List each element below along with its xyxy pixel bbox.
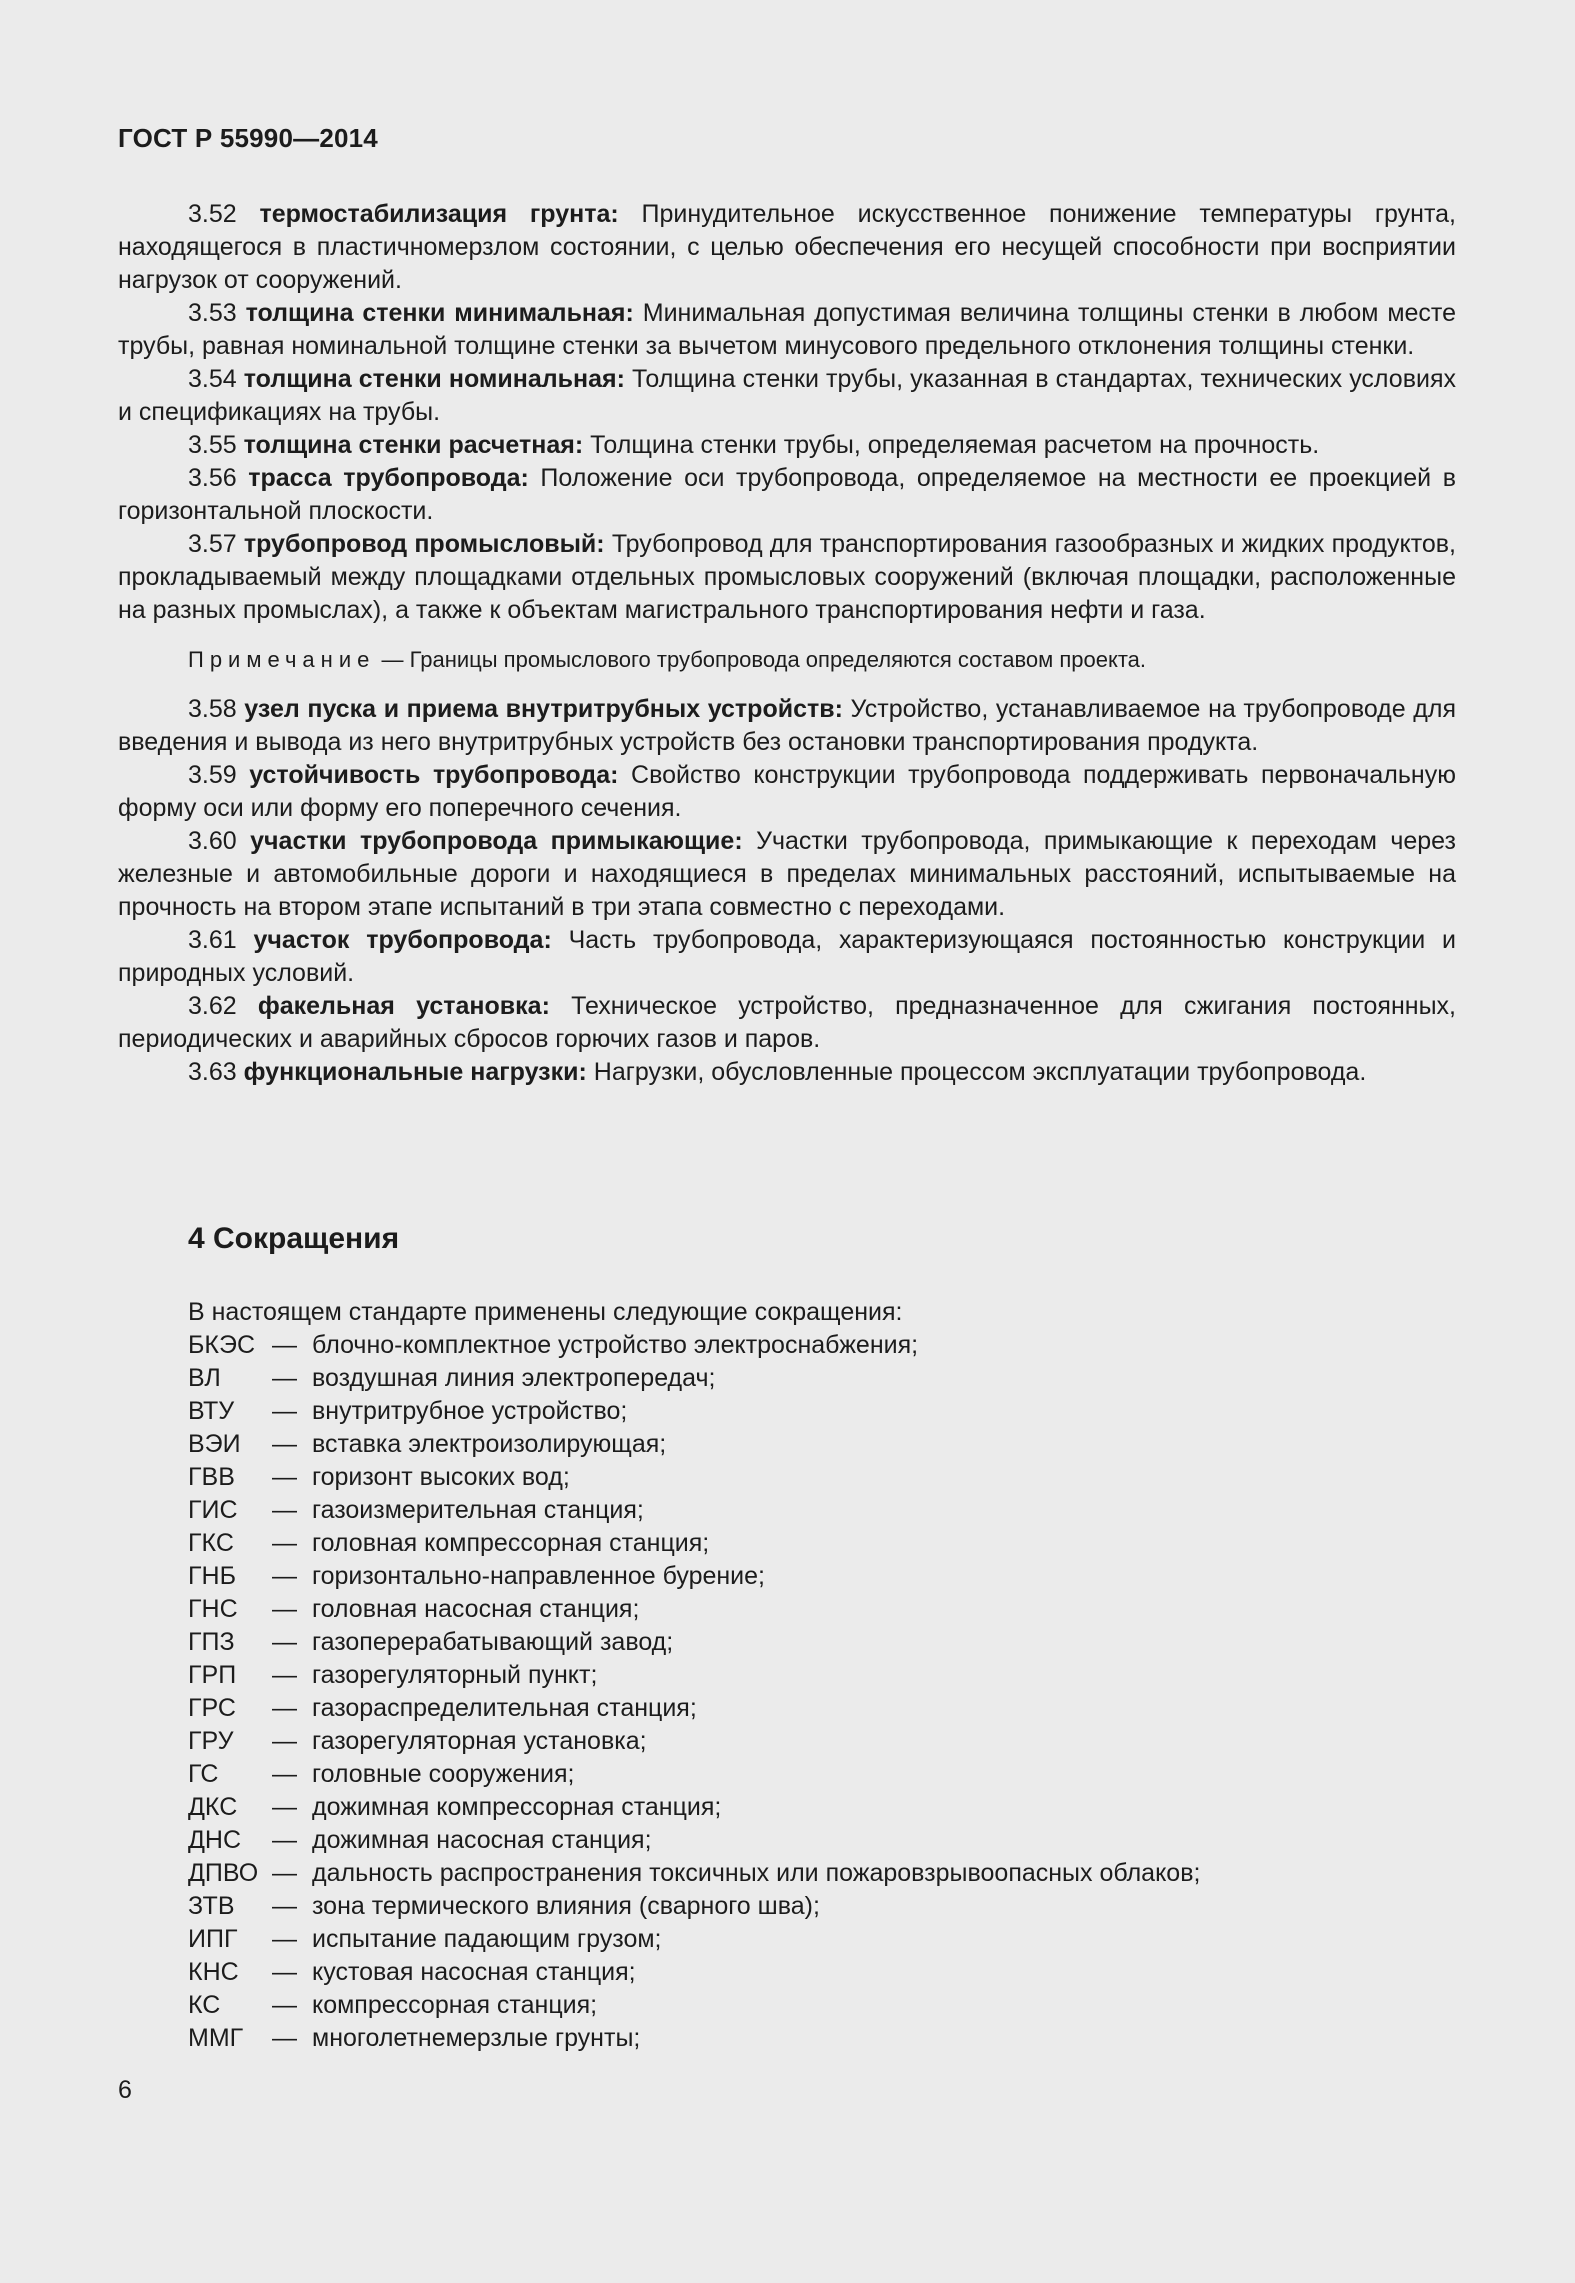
abbreviation-row	[188, 1989, 1200, 2022]
abbreviation-row	[188, 1329, 1200, 1362]
term-number: 3.55	[188, 431, 237, 459]
abbreviation-code: ВТУ	[188, 1397, 235, 1425]
term-number: 3.61	[188, 926, 237, 954]
note-label: Примечание	[188, 647, 376, 672]
term-entry	[118, 1056, 1456, 1089]
abbreviation-dash: —	[272, 1826, 297, 1854]
abbreviation-code: ГС	[188, 1760, 219, 1788]
abbreviation-row	[188, 1692, 1200, 1725]
abbreviation-row	[188, 1593, 1200, 1626]
term-entry	[118, 462, 1456, 528]
abbreviation-row	[188, 2022, 1200, 2055]
abbreviation-dash: —	[272, 1496, 297, 1524]
abbreviation-meaning: головная насосная станция;	[312, 1595, 640, 1623]
abbreviation-meaning: головная компрессорная станция;	[312, 1529, 710, 1557]
abbreviation-dash: —	[272, 1958, 297, 1986]
term-definition: Трубопровод для транспортирования газообразных и жидких продуктов, прокладываемый между площадками отдельных промысловых сооружений (включая площадки, расположенные на разных промыслах), а также к объектам магистрального транспортирования нефти и газа.	[118, 530, 1456, 624]
term-name: факельная установка:	[257, 992, 550, 1020]
term-entry	[118, 363, 1456, 429]
term-entry	[118, 198, 1456, 297]
abbreviation-code: ГРУ	[188, 1727, 234, 1755]
abbreviation-code: ГВВ	[188, 1463, 235, 1491]
abbreviation-dash: —	[272, 1727, 297, 1755]
abbreviation-dash: —	[272, 1331, 297, 1359]
abbreviation-row	[188, 1791, 1200, 1824]
abbreviation-row	[188, 1956, 1200, 1989]
abbreviation-code: ГРП	[188, 1661, 237, 1689]
abbreviation-meaning: горизонтально-направленное бурение;	[312, 1562, 765, 1590]
term-name: толщина стенки минимальная:	[245, 299, 634, 327]
abbreviation-code: ИПГ	[188, 1925, 238, 1953]
abbreviation-dash: —	[272, 2024, 297, 2052]
abbreviation-meaning: многолетнемерзлые грунты;	[312, 2024, 641, 2052]
term-entry	[118, 825, 1456, 924]
section-intro: В настоящем стандарте применены следующие сокращения:	[188, 1298, 903, 1326]
term-name: толщина стенки номинальная:	[243, 365, 625, 393]
abbreviation-row	[188, 1890, 1200, 1923]
abbreviation-meaning: дожимная насосная станция;	[312, 1826, 652, 1854]
term-entry	[118, 429, 1456, 462]
abbreviation-code: ВЭИ	[188, 1430, 241, 1458]
term-definition: Свойство конструкции трубопровода поддерживать первоначальную форму оси или форму его поперечного сечения.	[118, 761, 1456, 822]
term-number: 3.54	[188, 365, 237, 393]
abbreviation-meaning: дожимная компрессорная станция;	[312, 1793, 722, 1821]
abbreviation-meaning: испытание падающим грузом;	[312, 1925, 662, 1953]
term-name: устойчивость трубопровода:	[249, 761, 619, 789]
abbreviation-dash: —	[272, 1760, 297, 1788]
term-name: термостабилизация грунта:	[259, 200, 619, 228]
note	[118, 645, 1456, 675]
abbreviation-meaning: вставка электроизолирующая;	[312, 1430, 667, 1458]
abbreviation-code: ГИС	[188, 1496, 238, 1524]
abbreviation-row	[188, 1428, 1200, 1461]
abbreviation-code: ВЛ	[188, 1364, 221, 1392]
abbreviation-row	[188, 1461, 1200, 1494]
abbreviation-dash: —	[272, 1892, 297, 1920]
abbreviation-code: КНС	[188, 1958, 239, 1986]
abbreviation-dash: —	[272, 1991, 297, 2019]
abbreviation-row	[188, 1626, 1200, 1659]
term-definition: Часть трубопровода, характеризующаяся постоянностью конструкции и природных условий.	[118, 926, 1456, 987]
abbreviation-meaning: горизонт высоких вод;	[312, 1463, 570, 1491]
term-name: трасса трубопровода:	[248, 464, 529, 492]
term-definition: Толщина стенки трубы, определяемая расчетом на прочность.	[583, 431, 1320, 459]
abbreviation-code: ГКС	[188, 1529, 234, 1557]
term-definition: Нагрузки, обусловленные процессом эксплуатации трубопровода.	[586, 1058, 1367, 1086]
term-number: 3.57	[188, 530, 237, 558]
abbreviation-meaning: внутритрубное устройство;	[312, 1397, 628, 1425]
abbreviation-dash: —	[272, 1562, 297, 1590]
term-name: участок трубопровода:	[253, 926, 552, 954]
terms-section	[118, 198, 1456, 1089]
abbreviation-meaning: газорегуляторная установка;	[312, 1727, 647, 1755]
term-number: 3.63	[188, 1058, 237, 1086]
abbreviation-row	[188, 1527, 1200, 1560]
note-text: — Границы промыслового трубопровода определяются составом проекта.	[375, 647, 1147, 672]
abbreviation-meaning: блочно-комплектное устройство электроснабжения;	[312, 1331, 919, 1359]
abbreviation-meaning: газоизмерительная станция;	[312, 1496, 644, 1524]
section-title: 4 Сокращения	[188, 1222, 400, 1255]
abbreviation-meaning: воздушная линия электропередач;	[312, 1364, 716, 1392]
abbreviation-code: ДКС	[188, 1793, 238, 1821]
term-name: толщина стенки расчетная:	[243, 431, 584, 459]
term-entry	[118, 297, 1456, 363]
abbreviation-row	[188, 1659, 1200, 1692]
abbreviation-dash: —	[272, 1859, 297, 1887]
term-definition: Минимальная допустимая величина толщины стенки в любом месте трубы, равная номинальной толщине стенки за вычетом минусового предельного отклонения толщины стенки.	[118, 299, 1456, 360]
term-definition: Техническое устройство, предназначенное для сжигания постоянных, периодических и аварийных сбросов горючих газов и паров.	[118, 992, 1456, 1053]
abbreviation-code: КС	[188, 1991, 221, 2019]
abbreviation-code: ГРС	[188, 1694, 236, 1722]
term-number: 3.59	[188, 761, 237, 789]
abbreviation-meaning: головные сооружения;	[312, 1760, 575, 1788]
abbreviation-meaning: дальность распространения токсичных или пожаровзрывоопасных облаков;	[312, 1859, 1201, 1887]
abbreviation-code: ГНБ	[188, 1562, 236, 1590]
abbreviation-code: ГНС	[188, 1595, 238, 1623]
page-number: 6	[118, 2076, 132, 2104]
term-name: трубопровод промысловый:	[243, 530, 605, 558]
abbreviation-dash: —	[272, 1793, 297, 1821]
term-definition: Участки трубопровода, примыкающие к переходам через железные и автомобильные дороги и находящиеся в пределах минимальных расстояний, испытываемые на прочность на втором этапе испытаний в три этапа совместно с переходами.	[118, 827, 1456, 921]
abbreviation-row	[188, 1923, 1200, 1956]
abbreviation-code: ЗТВ	[188, 1892, 235, 1920]
abbreviation-row	[188, 1395, 1200, 1428]
abbreviation-row	[188, 1758, 1200, 1791]
term-entry	[118, 990, 1456, 1056]
abbreviation-row	[188, 1824, 1200, 1857]
abbreviation-code: ДПВО	[188, 1859, 259, 1887]
abbreviation-row	[188, 1362, 1200, 1395]
abbreviation-meaning: компрессорная станция;	[312, 1991, 598, 2019]
abbreviation-dash: —	[272, 1529, 297, 1557]
term-number: 3.60	[188, 827, 237, 855]
abbreviation-row	[188, 1560, 1200, 1593]
abbreviation-row	[188, 1857, 1200, 1890]
term-number: 3.53	[188, 299, 237, 327]
abbreviation-code: ММГ	[188, 2024, 244, 2052]
abbreviation-dash: —	[272, 1925, 297, 1953]
term-entry	[118, 924, 1456, 990]
abbreviation-list	[188, 1329, 1200, 2055]
abbreviation-meaning: газораспределительная станция;	[312, 1694, 697, 1722]
abbreviation-meaning: зона термического влияния (сварного шва);	[312, 1892, 820, 1920]
abbreviation-dash: —	[272, 1463, 297, 1491]
term-name: функциональные нагрузки:	[243, 1058, 587, 1086]
term-definition: Толщина стенки трубы, указанная в стандартах, технических условиях и спецификациях на трубы.	[118, 365, 1456, 426]
abbreviation-meaning: кустовая насосная станция;	[312, 1958, 636, 1986]
abbreviation-dash: —	[272, 1628, 297, 1656]
term-number: 3.58	[188, 695, 237, 723]
document-header: ГОСТ Р 55990—2014	[118, 123, 378, 153]
abbreviation-code: ГПЗ	[188, 1628, 235, 1656]
term-definition: Устройство, устанавливаемое на трубопроводе для введения и вывода из него внутритрубных устройств без остановки транспортирования продукта.	[118, 695, 1456, 756]
term-definition: Принудительное искусственное понижение температуры грунта, находящегося в пластичномерзлом состоянии, с целью обеспечения его несущей способности при восприятии нагрузок от сооружений.	[118, 200, 1456, 294]
abbreviation-row	[188, 1494, 1200, 1527]
abbreviation-dash: —	[272, 1694, 297, 1722]
term-number: 3.62	[188, 992, 237, 1020]
abbreviation-dash: —	[272, 1364, 297, 1392]
abbreviation-meaning: газоперерабатывающий завод;	[312, 1628, 674, 1656]
term-entry	[118, 528, 1456, 627]
abbreviation-dash: —	[272, 1430, 297, 1458]
term-name: узел пуска и приема внутритрубных устройств:	[244, 695, 843, 723]
abbreviation-dash: —	[272, 1661, 297, 1689]
abbreviation-code: ДНС	[188, 1826, 242, 1854]
term-entry	[118, 693, 1456, 759]
abbreviation-code: БКЭС	[188, 1331, 255, 1359]
term-name: участки трубопровода примыкающие:	[250, 827, 743, 855]
term-entry	[118, 759, 1456, 825]
abbreviation-meaning: газорегуляторный пункт;	[312, 1661, 598, 1689]
abbreviation-dash: —	[272, 1595, 297, 1623]
term-number: 3.52	[188, 200, 237, 228]
abbreviation-dash: —	[272, 1397, 297, 1425]
term-number: 3.56	[188, 464, 237, 492]
term-definition: Положение оси трубопровода, определяемое на местности ее проекцией в горизонтальной плоскости.	[118, 464, 1456, 525]
abbreviation-row	[188, 1725, 1200, 1758]
